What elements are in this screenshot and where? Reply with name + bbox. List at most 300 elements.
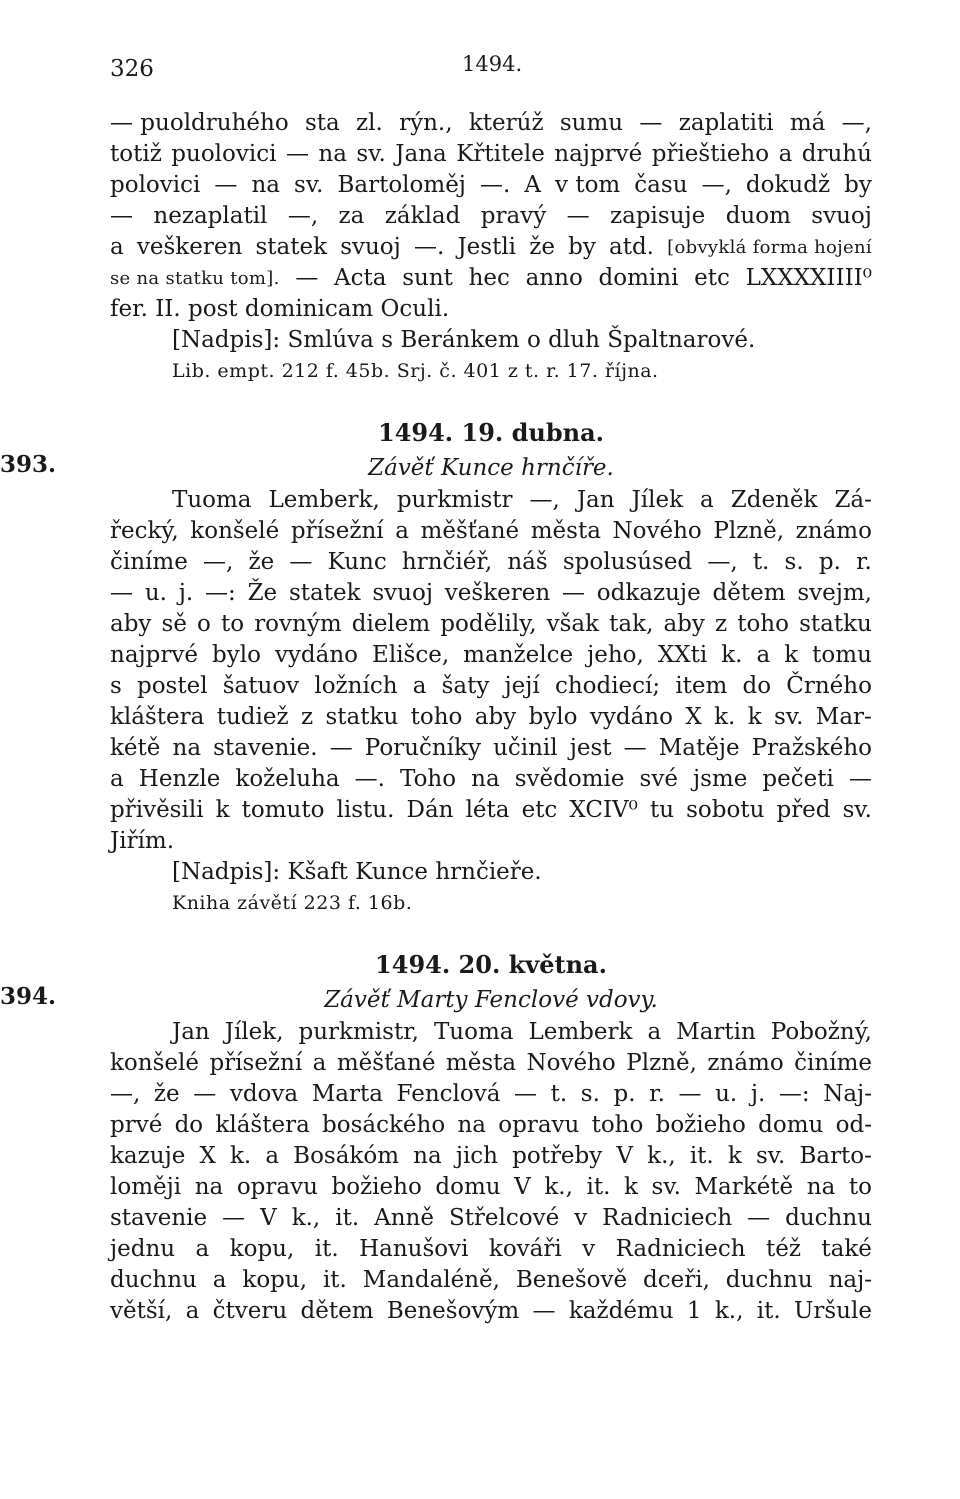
heading-note: [110, 857, 872, 888]
word: druhú: [801, 141, 872, 167]
word: Plzně,: [713, 518, 785, 544]
word: a: [110, 766, 124, 792]
word: rovným: [254, 611, 342, 637]
entry-title: Závěť Marty Fenclové vdovy.: [324, 987, 658, 1013]
word: —: [289, 549, 313, 575]
word: známo: [707, 1050, 784, 1076]
continued-text-block: [110, 108, 872, 387]
word: aby: [474, 704, 517, 730]
word: r.: [649, 1081, 665, 1107]
entry-date: 1494. 20. května.: [375, 950, 607, 979]
word: a: [700, 487, 714, 513]
word: —,: [287, 203, 319, 229]
word: [obvyklá forma hojení: [667, 237, 872, 258]
word: X: [199, 1143, 216, 1169]
word: —,: [110, 1081, 141, 1107]
word: etc: [694, 265, 730, 291]
word: Tuoma: [172, 487, 252, 513]
entry-date: 1494. 19. dubna.: [378, 418, 604, 447]
word: statku: [799, 611, 872, 637]
word: Nového: [526, 1050, 616, 1076]
text-line: [110, 263, 872, 294]
word: k: [215, 797, 230, 823]
word: přísežní: [209, 1050, 303, 1076]
word: k: [747, 704, 762, 730]
word: nezaplatil: [153, 203, 268, 229]
text-line: [110, 578, 872, 609]
word: atd.: [609, 234, 654, 260]
word: a: [110, 234, 124, 260]
word: Mar-: [815, 704, 872, 730]
word: —:: [778, 1081, 810, 1107]
word: s: [110, 673, 122, 699]
word: hec: [468, 265, 510, 291]
word: z: [715, 611, 728, 637]
word: sta: [304, 110, 340, 136]
word: k: [624, 1174, 638, 1200]
word: postel: [136, 673, 208, 699]
text-line: [110, 547, 872, 578]
word: Naj-: [823, 1081, 872, 1107]
text-line: [110, 1234, 872, 1265]
word: sv.: [294, 172, 324, 198]
word: it.: [335, 1205, 360, 1231]
word: j.: [750, 1081, 766, 1107]
source-reference: [110, 356, 872, 387]
word: toho: [591, 1112, 644, 1138]
word: to: [848, 1174, 872, 1200]
word: p.: [613, 1081, 636, 1107]
entry-394: [0, 947, 872, 1327]
word: a: [185, 1298, 200, 1324]
word: Marta: [311, 1081, 383, 1107]
word: na: [194, 1174, 224, 1200]
word: —: [110, 580, 133, 606]
word: k: [784, 642, 799, 668]
word: Poručníky: [364, 735, 481, 761]
word: že: [529, 234, 555, 260]
text-line: [110, 108, 872, 139]
text-line: [110, 1141, 872, 1172]
word: toho: [737, 611, 789, 637]
word: jednu: [110, 1236, 176, 1262]
word: jsme: [692, 766, 748, 792]
word: Benešovým: [386, 1298, 520, 1324]
word: opravu: [498, 1112, 580, 1138]
word: Tuoma: [433, 1019, 514, 1045]
word: —: [514, 1081, 538, 1107]
word: sv.: [842, 797, 872, 823]
word: hrnčiéř,: [401, 549, 493, 575]
word: totiž: [110, 141, 162, 167]
word: k.,: [714, 1298, 744, 1324]
word: —.: [480, 172, 511, 198]
word: s.: [580, 1081, 600, 1107]
word: Črného: [786, 673, 872, 699]
entry-text-lines: [110, 1017, 872, 1327]
word: též: [766, 1236, 801, 1262]
word: učinil: [493, 735, 558, 761]
word: statku: [325, 704, 399, 730]
word: —.: [354, 766, 385, 792]
word: Henzle: [138, 766, 221, 792]
word: známo: [795, 518, 872, 544]
word: řecký,: [110, 518, 179, 544]
word: —,: [707, 549, 738, 575]
word: zaplatiti: [678, 110, 774, 136]
word: dielem: [351, 611, 431, 637]
word: vydáno: [274, 642, 359, 668]
word: činíme: [110, 549, 188, 575]
word: Toho: [400, 766, 457, 792]
text-line: [110, 1203, 872, 1234]
word: má: [789, 110, 826, 136]
word: Acta: [334, 265, 387, 291]
word: —: [193, 1081, 217, 1107]
word: zapisuje: [610, 203, 706, 229]
word: Uršule: [793, 1298, 872, 1324]
text-line: [110, 1048, 872, 1079]
word: —,: [841, 110, 872, 136]
word: léta: [465, 797, 510, 823]
word: k: [727, 1143, 742, 1169]
word: v: [582, 1236, 596, 1262]
word: božieho: [655, 1112, 746, 1138]
word: Jan: [576, 487, 615, 513]
word: spolusúsed: [562, 549, 693, 575]
word: sv.: [356, 141, 386, 167]
word: stavenie: [110, 1205, 208, 1231]
word: Že: [247, 580, 278, 606]
word: šaty: [441, 673, 490, 699]
word: města: [445, 1050, 517, 1076]
word: Jan: [172, 1019, 210, 1045]
word: svuoj: [340, 234, 401, 260]
word: o: [197, 611, 211, 637]
word: —:: [205, 580, 236, 606]
section-spacer: [110, 919, 872, 947]
word: sv.: [774, 704, 804, 730]
text-line: [110, 1110, 872, 1141]
heading-note: [110, 325, 872, 356]
word: —: [222, 1205, 246, 1231]
word: na: [251, 172, 280, 198]
word: dceři,: [643, 1267, 710, 1293]
text-line: [110, 139, 872, 170]
word: bosáckého: [322, 1112, 446, 1138]
word: it.: [314, 1236, 339, 1262]
word: —: [678, 1081, 702, 1107]
word: sobotu: [686, 797, 765, 823]
word: tak,: [609, 611, 654, 637]
word: také: [821, 1236, 872, 1262]
word: manželce: [463, 642, 574, 668]
word: jest: [569, 735, 612, 761]
text-line: [110, 485, 872, 516]
word: —: [561, 580, 585, 606]
word: k.: [721, 642, 743, 668]
word: svědomie: [514, 766, 625, 792]
word: Fenclová: [396, 1081, 501, 1107]
word: s.: [784, 549, 804, 575]
word: —: [214, 172, 238, 198]
line-text: fer. II. post dominicam Oculi.: [110, 296, 450, 322]
word: item: [675, 673, 728, 699]
word: z: [301, 704, 314, 730]
word: Barto-: [799, 1143, 872, 1169]
word: a: [395, 518, 409, 544]
word: Dán: [406, 797, 454, 823]
word: polovici: [110, 172, 201, 198]
word: se na statku tom].: [110, 268, 280, 289]
text-line: [110, 294, 872, 325]
text-line: [110, 170, 872, 201]
word: kopu,: [242, 1267, 308, 1293]
word: měšťané: [420, 518, 520, 544]
word: Radniciech: [602, 1205, 733, 1231]
word: purkmistr,: [298, 1019, 419, 1045]
word: it.: [322, 1267, 347, 1293]
word: bylo: [528, 704, 578, 730]
word: a: [312, 1050, 327, 1076]
word: za: [338, 203, 365, 229]
word: —: [532, 1298, 556, 1324]
word: do: [742, 673, 772, 699]
word: na: [413, 1143, 442, 1169]
word: tu: [649, 797, 675, 823]
word: svuoj: [811, 203, 872, 229]
word: u.: [144, 580, 167, 606]
word: Bosákóm: [293, 1143, 400, 1169]
word: a: [778, 141, 793, 167]
text-line: [110, 764, 872, 795]
word: a: [195, 1236, 210, 1262]
word: Křtitele: [456, 141, 545, 167]
word: —: [285, 141, 309, 167]
word: —: [566, 203, 590, 229]
word: náš: [507, 549, 548, 575]
word: sv.: [755, 1143, 786, 1169]
word: duom: [725, 203, 791, 229]
word: přivěsili: [110, 797, 204, 823]
word: X: [685, 704, 702, 730]
word: —,: [529, 487, 560, 513]
text-line: [110, 1296, 872, 1327]
text-line: [110, 1172, 872, 1203]
word: Markétě: [694, 1174, 794, 1200]
word: kazuje: [110, 1143, 186, 1169]
source-reference: [110, 888, 872, 919]
word: Zdeněk: [730, 487, 818, 513]
word: Lemberk,: [268, 487, 380, 513]
word: domu: [435, 1174, 501, 1200]
text-line: [110, 609, 872, 640]
word: Nového: [612, 518, 702, 544]
word: toho: [410, 704, 463, 730]
word: t.: [752, 549, 770, 575]
word: k.,: [647, 1143, 676, 1169]
word: by: [844, 172, 872, 198]
word: purkmistr: [396, 487, 513, 513]
word: Martin: [676, 1019, 756, 1045]
text-line: [110, 1017, 872, 1048]
word: činíme: [794, 1050, 872, 1076]
line-text: Jiřím.: [110, 828, 175, 854]
word: základ: [384, 203, 461, 229]
text-line: [110, 795, 872, 826]
word: listu.: [336, 797, 395, 823]
word: LXXXXIIII⁰: [745, 265, 872, 291]
word: na: [318, 141, 347, 167]
word: it.: [689, 1143, 714, 1169]
word: vydáno: [589, 704, 673, 730]
word: kopu,: [229, 1236, 295, 1262]
word: rýn.,: [399, 110, 453, 136]
word: Kunc: [327, 549, 387, 575]
word: větší,: [110, 1298, 173, 1324]
word: statek: [255, 234, 328, 260]
word: aby: [110, 611, 152, 637]
word: to: [221, 611, 245, 637]
word: že: [248, 549, 275, 575]
word: potřeby: [512, 1143, 603, 1169]
word: —: [639, 110, 663, 136]
word: u.: [715, 1081, 738, 1107]
word: Radniciech: [615, 1236, 746, 1262]
word: Jana: [395, 141, 447, 167]
word: Zá-: [834, 487, 872, 513]
word: Pobožný,: [770, 1019, 872, 1045]
word: t.: [550, 1081, 568, 1107]
word: tomuto: [241, 797, 325, 823]
word: svuoj: [372, 580, 433, 606]
word: však: [546, 611, 600, 637]
word: přieštieho: [651, 141, 770, 167]
word: tomu: [812, 642, 872, 668]
heading-note-text: [Nadpis]: Smlúva s Beránkem o dluh Špaltnarové.: [172, 327, 756, 353]
word: božieho: [331, 1174, 422, 1200]
word: každému: [568, 1298, 674, 1324]
word: konšelé: [110, 1050, 199, 1076]
word: naj-: [828, 1267, 872, 1293]
word: —: [747, 1205, 771, 1231]
word: dětem: [300, 1298, 374, 1324]
word: XXti: [657, 642, 708, 668]
word: sě: [161, 611, 187, 637]
word: Elišce,: [372, 642, 450, 668]
word: — puoldruhého: [110, 110, 289, 136]
word: —,: [203, 549, 234, 575]
word: města: [530, 518, 601, 544]
word: puolovici: [171, 141, 277, 167]
word: své: [639, 766, 678, 792]
word: Střelcové: [448, 1205, 560, 1231]
word: kováři: [488, 1236, 562, 1262]
source-reference-text: Kniha závětí 223 f. 16b.: [172, 892, 413, 914]
word: sv.: [651, 1174, 681, 1200]
word: k.,: [291, 1205, 321, 1231]
word: kétě: [110, 735, 161, 761]
word: —.: [413, 234, 445, 260]
word: by: [568, 234, 596, 260]
word: V: [260, 1205, 277, 1231]
word: domini: [598, 265, 679, 291]
word: na: [457, 1112, 486, 1138]
word: k.: [229, 1143, 252, 1169]
word: bylo: [212, 642, 261, 668]
word: 1: [686, 1298, 702, 1324]
text-line: [110, 1265, 872, 1296]
word: v tom: [555, 172, 621, 198]
word: zl.: [356, 110, 383, 136]
word: —: [295, 265, 319, 291]
entry-number: 393.: [0, 451, 57, 478]
word: do: [174, 1112, 204, 1138]
word: V: [616, 1143, 634, 1169]
text-line: [110, 640, 872, 671]
word: a: [756, 642, 771, 668]
heading-note-text: [Nadpis]: Kšaft Kunce hrnčieře.: [172, 859, 542, 885]
word: dětem: [712, 580, 786, 606]
word: a: [265, 1143, 280, 1169]
word: šatuov: [222, 673, 300, 699]
entry-393: [0, 415, 872, 919]
word: odkazuje: [596, 580, 701, 606]
page-number: 326: [110, 56, 154, 82]
word: veškeren: [444, 580, 551, 606]
word: sumu: [559, 110, 624, 136]
word: v: [574, 1205, 588, 1231]
word: času: [634, 172, 688, 198]
word: dokudž: [745, 172, 831, 198]
word: duchnu: [725, 1267, 813, 1293]
word: jeho,: [587, 642, 644, 668]
word: —: [329, 735, 353, 761]
word: přísežní: [290, 518, 384, 544]
word: k.: [714, 704, 736, 730]
word: Anně: [374, 1205, 434, 1231]
text-line: [110, 232, 872, 263]
word: j.: [178, 580, 194, 606]
word: jich: [455, 1143, 498, 1169]
word: Jestli: [457, 234, 517, 260]
word: duchnu: [110, 1267, 197, 1293]
word: měšťané: [336, 1050, 436, 1076]
word: opravu: [236, 1174, 318, 1200]
word: duchnu: [785, 1205, 872, 1231]
word: tudiež: [216, 704, 289, 730]
text-line: [110, 733, 872, 764]
word: XCIV⁰: [569, 797, 638, 823]
continued-text-lines: [110, 108, 872, 294]
word: vdova: [229, 1081, 299, 1107]
word: —: [848, 766, 872, 792]
word: kláštera: [215, 1112, 310, 1138]
word: loměji: [110, 1174, 182, 1200]
word: podělily,: [440, 611, 537, 637]
word: Jílek,: [224, 1019, 284, 1045]
word: r.: [856, 549, 872, 575]
word: před: [776, 797, 831, 823]
running-head: 1494.: [462, 52, 523, 76]
word: pravý: [480, 203, 547, 229]
word: a: [647, 1019, 662, 1045]
word: statek: [288, 580, 361, 606]
word: kláštera: [110, 704, 205, 730]
word: —,: [701, 172, 732, 198]
word: it.: [756, 1298, 781, 1324]
word: stavenie.: [213, 735, 318, 761]
